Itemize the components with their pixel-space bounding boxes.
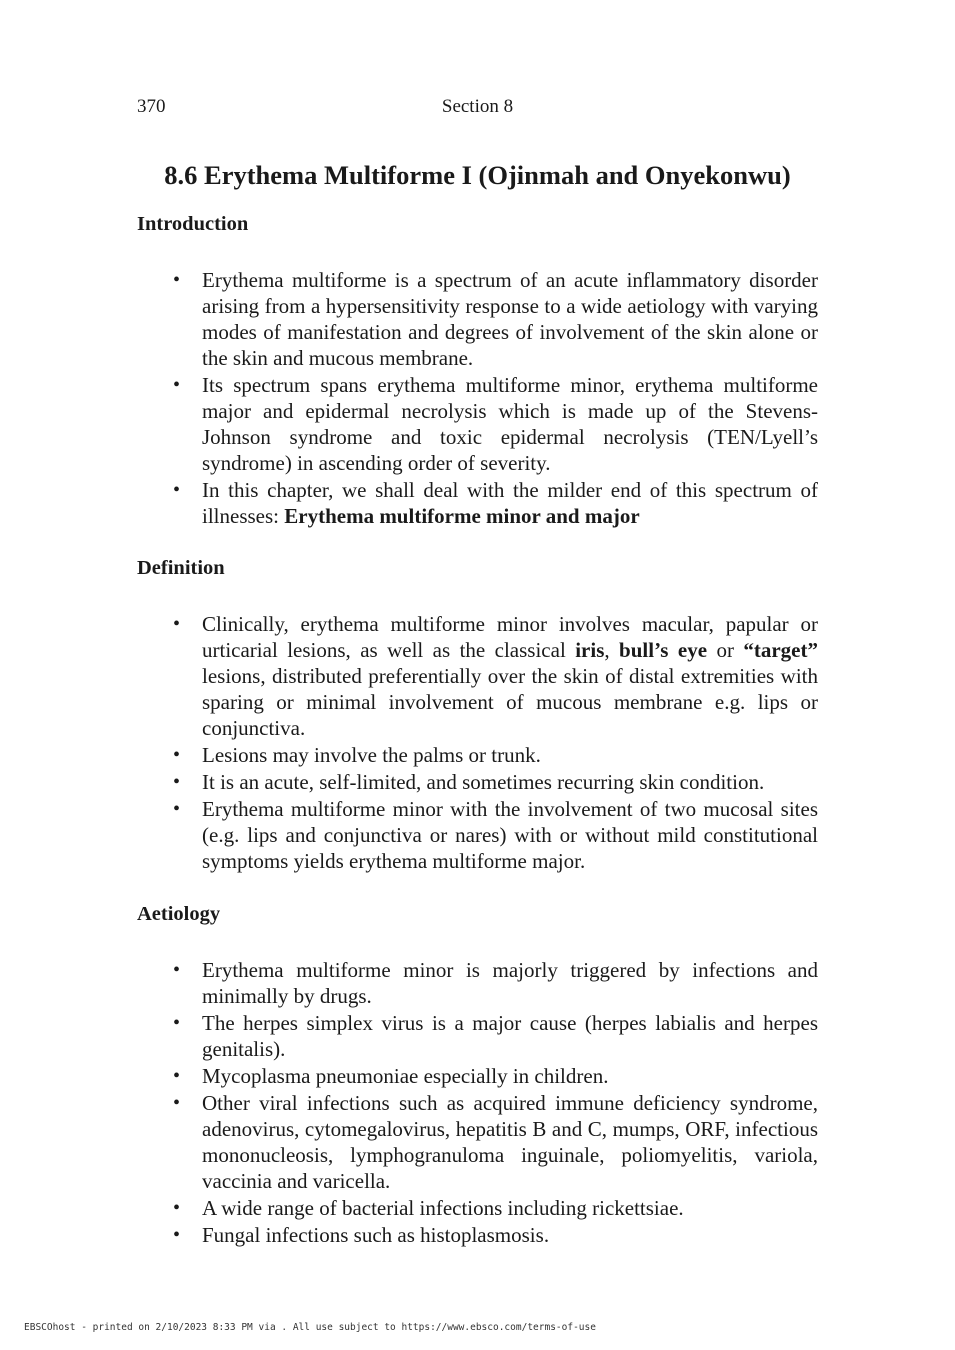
- list-item-text: Erythema multiforme minor with the involvement of two mucosal sites (e.g. lips and conjunctiva or nares) with or without mild constitutional symptoms yields erythema multiforme major.: [202, 797, 818, 873]
- list-item-text: lesions, distributed preferentially over the skin of distal extremities with sparing or minimal involvement of mucous membrane e.g. lips or conjunctiva.: [202, 664, 818, 740]
- list-item: [137, 742, 818, 768]
- definition-heading: Definition: [137, 557, 225, 579]
- list-item: [137, 611, 818, 741]
- list-item-text: Clinically, erythema multiforme minor involves macular, papular or urticarial lesions, as well as the classical: [202, 612, 818, 662]
- list-item: [137, 267, 818, 371]
- introduction-heading: Introduction: [137, 213, 249, 235]
- bullet-icon: •: [173, 1197, 181, 1219]
- term-target: “target”: [743, 638, 818, 662]
- bullet-icon: •: [173, 1065, 181, 1087]
- list-item-bold-text: Erythema multiforme minor and major: [284, 504, 640, 528]
- section-label: Section 8: [441, 96, 514, 117]
- print-footer: EBSCOhost - printed on 2/10/2023 8:33 PM via . All use subject to https://www.ebsco.com/terms-of-use: [24, 1322, 596, 1333]
- list-item: [137, 477, 818, 529]
- running-header: [137, 96, 818, 122]
- list-item: [137, 1090, 818, 1194]
- bullet-icon: •: [173, 798, 181, 820]
- list-item-text: or: [707, 638, 744, 662]
- list-item-text: Its spectrum spans erythema multiforme minor, erythema multiforme major and epidermal necrolysis which is made up of the Stevens-Johnson syndrome and toxic epidermal necrolysis (TEN/Lyell’s syndrome) in ascending order of severity.: [202, 373, 818, 475]
- introduction-list: [137, 267, 818, 530]
- list-item: [137, 796, 818, 874]
- term-iris: iris: [575, 638, 605, 662]
- bullet-icon: •: [173, 1092, 181, 1114]
- list-item-text: In this chapter, we shall deal with the milder end of this spectrum of illnesses:: [202, 478, 818, 528]
- list-item-text: Lesions may involve the palms or trunk.: [202, 743, 541, 767]
- bullet-icon: •: [173, 479, 181, 501]
- list-item-text: A wide range of bacterial infections including rickettsiae.: [202, 1196, 684, 1220]
- list-item: [137, 1195, 818, 1221]
- definition-list: [137, 611, 818, 875]
- bullet-icon: •: [173, 959, 181, 981]
- list-item: [137, 1010, 818, 1062]
- list-item-text: Erythema multiforme is a spectrum of an acute inflammatory disorder arising from a hypersensitivity response to a wide aetiology with varying modes of manifestation and degrees of involvement of the skin alone or the skin and mucous membrane.: [202, 268, 818, 370]
- aetiology-list: [137, 957, 818, 1249]
- list-item-text: ,: [604, 638, 620, 662]
- list-item-text: Fungal infections such as histoplasmosis.: [202, 1223, 550, 1247]
- list-item-text: Other viral infections such as acquired immune deficiency syndrome, adenovirus, cytomegalovirus, hepatitis B and C, mumps, ORF, infectious mononucleosis, lymphogranuloma inguinale, poliomyelitis, variola, vaccinia and varicella.: [202, 1091, 818, 1193]
- bullet-icon: •: [173, 744, 181, 766]
- aetiology-heading: Aetiology: [137, 903, 221, 925]
- bullet-icon: •: [173, 1012, 181, 1034]
- bullet-icon: •: [173, 771, 181, 793]
- list-item: [137, 1063, 818, 1089]
- list-item: [137, 1222, 818, 1248]
- bullet-icon: •: [173, 613, 181, 635]
- term-bulls-eye: bull’s eye: [619, 638, 708, 662]
- list-item-text: The herpes simplex virus is a major cause (herpes labialis and herpes genitalis).: [202, 1011, 818, 1061]
- list-item-text: Mycoplasma pneumoniae especially in children.: [202, 1064, 609, 1088]
- list-item: [137, 372, 818, 476]
- bullet-icon: •: [173, 374, 181, 396]
- list-item-text: It is an acute, self-limited, and sometimes recurring skin condition.: [202, 770, 765, 794]
- bullet-icon: •: [173, 1224, 181, 1246]
- page-number: 370: [137, 96, 166, 117]
- list-item: [137, 769, 818, 795]
- chapter-title: 8.6 Erythema Multiforme I (Ojinmah and Onyekonwu): [164, 160, 791, 190]
- list-item: [137, 957, 818, 1009]
- list-item-text: Erythema multiforme minor is majorly triggered by infections and minimally by drugs.: [202, 958, 818, 1008]
- bullet-icon: •: [173, 269, 181, 291]
